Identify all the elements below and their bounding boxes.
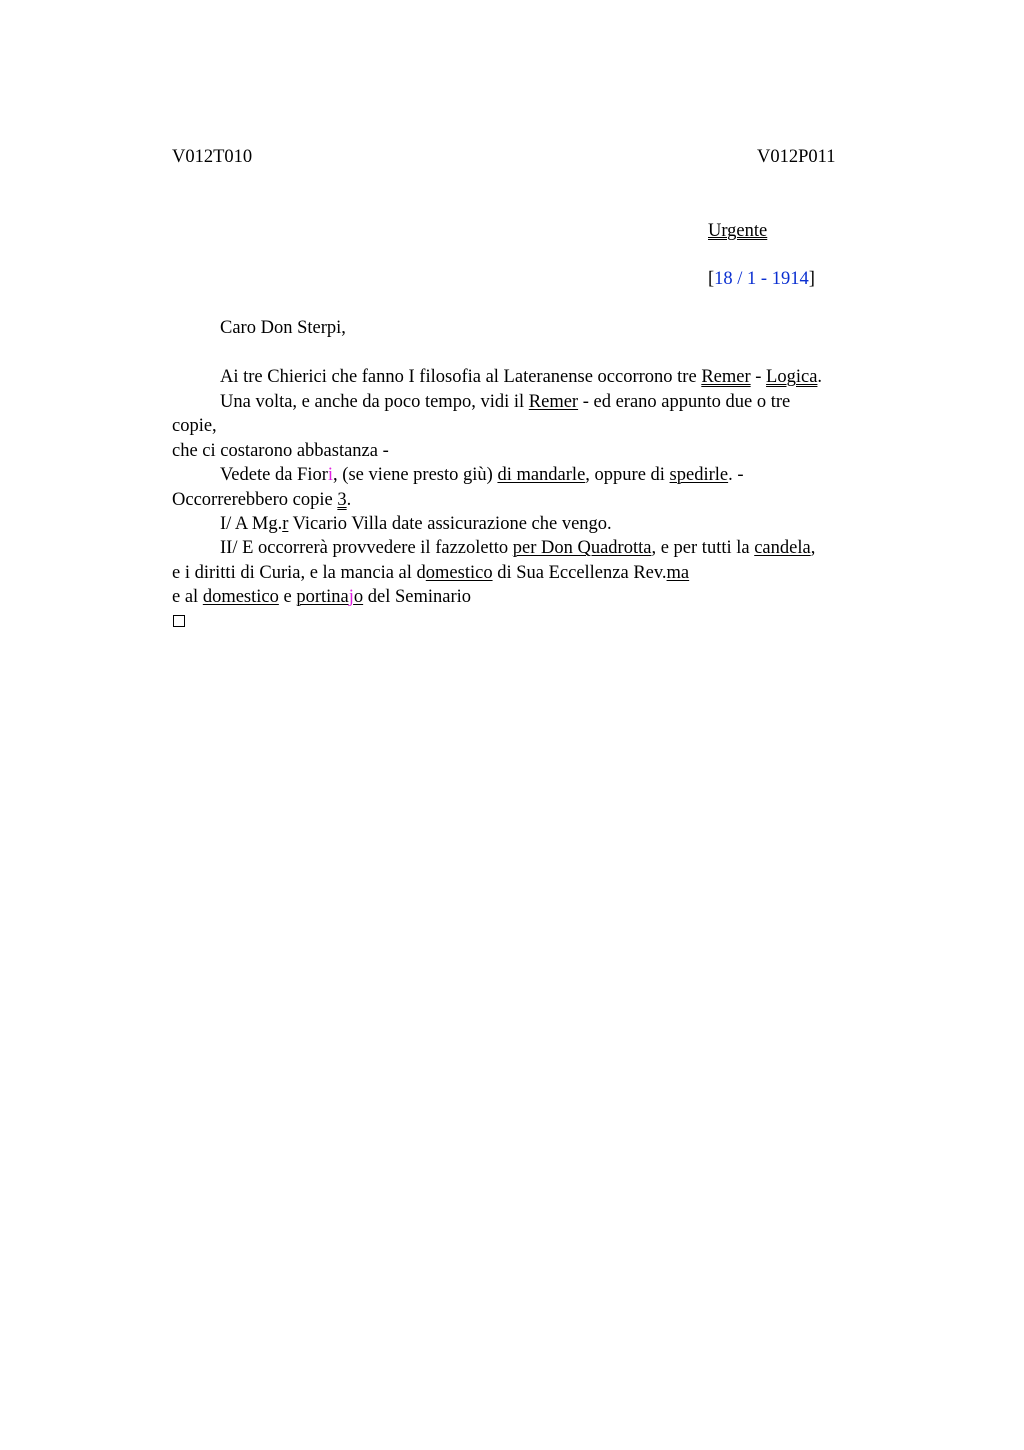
underlined-letter: r	[282, 514, 289, 534]
underlined-word: omestico	[425, 563, 493, 583]
text-run: e i diritti di Curia, e la mancia al d	[172, 563, 426, 583]
text-run: Vedete da Fior	[220, 465, 328, 485]
text-run: del Seminario	[363, 587, 472, 607]
date-bracket-close: ]	[808, 269, 815, 289]
text-run: .	[346, 490, 352, 510]
correction-letter: j	[348, 587, 354, 607]
body-line-8	[220, 538, 815, 559]
text-run: e al	[172, 587, 203, 607]
text-run: .	[817, 367, 823, 387]
underlined-number: 3	[337, 490, 347, 510]
salutation: Caro Don Sterpi,	[220, 318, 346, 338]
underlined-word: spedirle	[669, 465, 729, 485]
body-line-9	[172, 563, 689, 584]
body-line-10	[172, 587, 471, 608]
body-line-2	[220, 392, 790, 413]
text-run: Ai tre Chierici che fanno I filosofia al Lateranense occorrono tre	[220, 367, 702, 387]
reference-code-right: V012P011	[757, 147, 836, 167]
underlined-word: domestico	[202, 587, 279, 607]
letter-date	[708, 269, 815, 290]
text-run: ,	[810, 538, 816, 558]
text-run: II/ E occorrerà provvedere il fazzoletto	[220, 538, 513, 558]
text-run: Occorrerebbero copie	[172, 490, 338, 510]
text-run: - ed erano appunto due o tre	[578, 392, 791, 412]
correction-letter: i	[327, 465, 334, 485]
body-line-4: che ci costarono abbastanza -	[172, 441, 389, 461]
underlined-phrase: per Don Quadrotta	[512, 538, 652, 558]
date-value: 18 / 1 - 1914	[714, 269, 809, 289]
underlined-word	[296, 587, 363, 607]
body-line-7	[220, 514, 612, 535]
underlined-word-remer: Remer	[701, 367, 751, 387]
text-run: Una volta, e anche da poco tempo, vidi il	[220, 392, 529, 412]
text-run: , oppure di	[585, 465, 670, 485]
text-run: , e per tutti la	[651, 538, 755, 558]
body-line-5	[220, 465, 744, 486]
underlined-abbreviation: ma	[666, 563, 690, 583]
text-run: . -	[728, 465, 744, 485]
underlined-word-remer: Remer	[528, 392, 579, 412]
body-line-1	[220, 367, 822, 388]
body-line-3: copie,	[172, 416, 217, 436]
text-run: , (se viene presto giù)	[333, 465, 498, 485]
reference-code-left: V012T010	[172, 147, 253, 167]
text-run: portina	[296, 587, 349, 607]
urgent-note: Urgente	[708, 221, 768, 241]
date-bracket-open: [	[708, 269, 715, 289]
text-run: di Sua Eccellenza Rev.	[492, 563, 667, 583]
text-run: o	[353, 587, 364, 607]
text-run: -	[750, 367, 767, 387]
text-run: e	[278, 587, 297, 607]
text-run: Vicario Villa date assicurazione che vengo.	[288, 514, 612, 534]
body-line-6	[172, 490, 351, 511]
underlined-word-logica: Logica	[766, 367, 818, 387]
underlined-word: candela	[754, 538, 811, 558]
text-run: I/ A Mg.	[220, 514, 283, 534]
underlined-phrase: di mandarle	[497, 465, 586, 485]
end-marker-square-icon	[173, 615, 185, 627]
